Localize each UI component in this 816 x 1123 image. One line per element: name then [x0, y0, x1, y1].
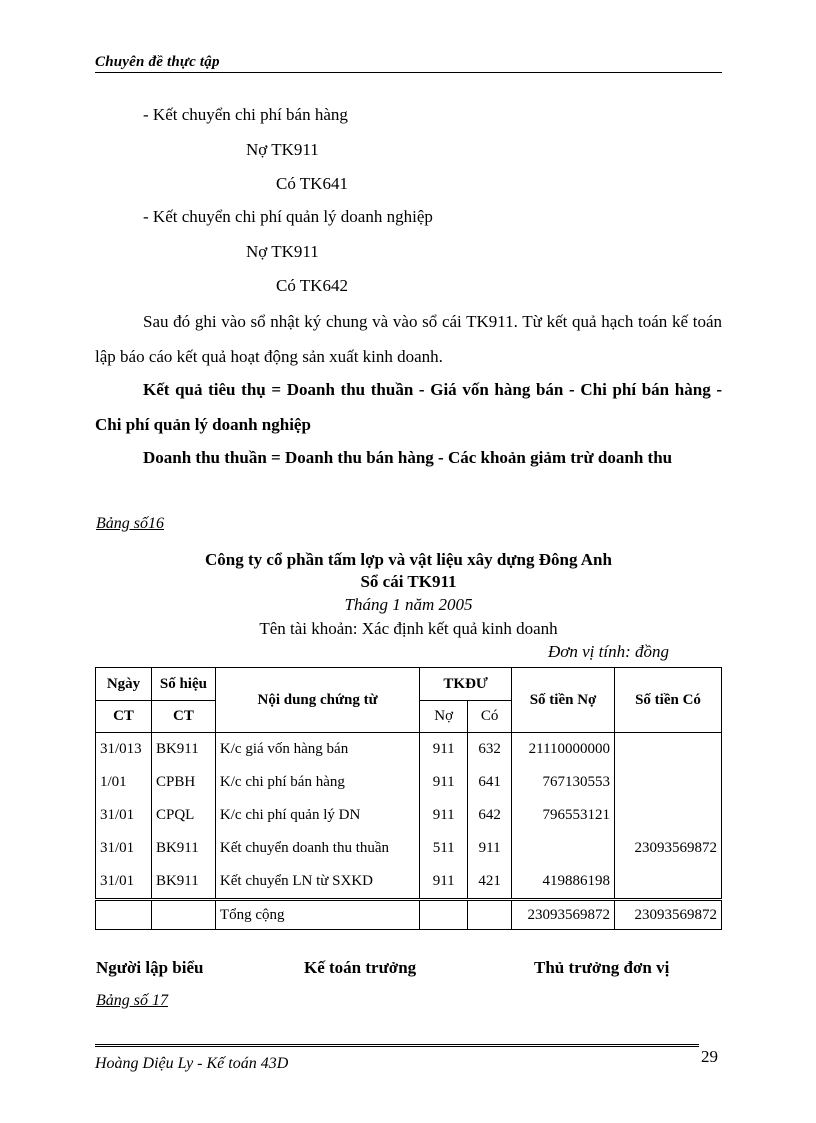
table-row	[96, 832, 722, 865]
ledger-period: Tháng 1 năm 2005	[344, 595, 473, 614]
page-header-title: Chuyên đề thực tập	[95, 54, 220, 70]
cell-debit: 21110000000	[512, 733, 615, 767]
signature-preparer: Người lập biểu	[96, 958, 204, 977]
cell-no: 911	[420, 799, 468, 832]
table-row	[96, 799, 722, 832]
ledger-title: Sổ cái TK911	[360, 572, 457, 591]
table-row	[96, 733, 722, 767]
footer-rule	[95, 1044, 699, 1047]
cell-ref: BK911	[151, 865, 215, 900]
paragraph-intro: Sau đó ghi vào sổ nhật ký chung và vào sổ cái TK911. Từ kết quả hạch toán kế toán lập báo cáo kết quả hoạt động sản xuất kinh doanh.	[95, 312, 722, 366]
cell-desc: K/c chi phí bán hàng	[215, 766, 419, 799]
cell-date: 31/01	[96, 865, 152, 900]
cell-date: 31/01	[96, 832, 152, 865]
cell-empty	[468, 900, 512, 930]
col-credit-header: Số tiền Có	[615, 668, 722, 733]
col-date-header-1: Ngày	[96, 668, 152, 701]
cell-date: 1/01	[96, 766, 152, 799]
line-ket-chuyen-cpql: - Kết chuyển chi phí quản lý doanh nghiệp	[143, 207, 433, 226]
next-table-caption: Bảng số 17	[96, 992, 168, 1009]
cell-co: 421	[468, 865, 512, 900]
cell-co: 641	[468, 766, 512, 799]
cell-credit: 23093569872	[615, 832, 722, 865]
company-name: Công ty cổ phần tấm lợp và vật liệu xây dựng Đông Anh	[205, 550, 612, 569]
ledger-table	[95, 667, 722, 930]
line-no-tk911-b: Nợ TK911	[246, 242, 319, 261]
col-debit-header: Số tiền Nợ	[512, 668, 615, 733]
cell-debit: 419886198	[512, 865, 615, 900]
col-no-header: Nợ	[420, 701, 468, 733]
cell-ref: CPBH	[151, 766, 215, 799]
cell-desc: Kết chuyển doanh thu thuần	[215, 832, 419, 865]
table-row	[96, 766, 722, 799]
cell-co: 911	[468, 832, 512, 865]
cell-credit	[615, 799, 722, 832]
table-total-row	[96, 900, 722, 930]
cell-co: 642	[468, 799, 512, 832]
cell-desc: Kết chuyển LN từ SXKD	[215, 865, 419, 900]
col-date-header-2: CT	[96, 701, 152, 733]
cell-ref: BK911	[151, 832, 215, 865]
cell-debit	[512, 832, 615, 865]
cell-no: 911	[420, 865, 468, 900]
header-rule	[95, 72, 722, 73]
cell-no: 511	[420, 832, 468, 865]
footer-author: Hoàng Diệu Ly - Kế toán 43D	[95, 1055, 289, 1072]
account-name: Tên tài khoản: Xác định kết quả kinh doanh	[259, 619, 558, 638]
cell-debit: 796553121	[512, 799, 615, 832]
cell-no: 911	[420, 766, 468, 799]
cell-date: 31/013	[96, 733, 152, 767]
cell-date: 31/01	[96, 799, 152, 832]
cell-co: 632	[468, 733, 512, 767]
col-ref-header-2: CT	[151, 701, 215, 733]
formula-sales-result: Kết quả tiêu thụ = Doanh thu thuần - Giá vốn hàng bán - Chi phí bán hàng - Chi phí quản lý doanh nghiệp	[95, 380, 722, 434]
col-ref-header-1: Số hiệu	[151, 668, 215, 701]
cell-empty	[420, 900, 468, 930]
total-debit: 23093569872	[512, 900, 615, 930]
table-caption: Bảng số16	[96, 515, 164, 532]
page-number: 29	[701, 1047, 718, 1066]
cell-ref: BK911	[151, 733, 215, 767]
col-tkdu-header: TKĐƯ	[420, 668, 512, 701]
signature-chief-accountant: Kế toán trưởng	[304, 958, 417, 977]
cell-ref: CPQL	[151, 799, 215, 832]
cell-debit: 767130553	[512, 766, 615, 799]
line-co-tk642: Có TK642	[276, 276, 348, 295]
cell-no: 911	[420, 733, 468, 767]
line-no-tk911-a: Nợ TK911	[246, 140, 319, 159]
col-co-header: Có	[468, 701, 512, 733]
cell-desc: K/c chi phí quản lý DN	[215, 799, 419, 832]
total-label: Tổng cộng	[215, 900, 419, 930]
cell-credit	[615, 865, 722, 900]
cell-empty	[96, 900, 152, 930]
cell-credit	[615, 733, 722, 767]
col-content-header: Nội dung chứng từ	[215, 668, 419, 733]
cell-empty	[151, 900, 215, 930]
signature-head: Thủ trưởng đơn vị	[534, 958, 670, 977]
table-row	[96, 865, 722, 900]
line-ket-chuyen-cpbh: - Kết chuyển chi phí bán hàng	[143, 105, 348, 124]
formula-net-revenue: Doanh thu thuần = Doanh thu bán hàng - Các khoản giảm trừ doanh thu	[143, 448, 673, 467]
unit-label: Đơn vị tính: đồng	[548, 642, 669, 661]
total-credit: 23093569872	[615, 900, 722, 930]
cell-desc: K/c giá vốn hàng bán	[215, 733, 419, 767]
line-co-tk641: Có TK641	[276, 174, 348, 193]
cell-credit	[615, 766, 722, 799]
